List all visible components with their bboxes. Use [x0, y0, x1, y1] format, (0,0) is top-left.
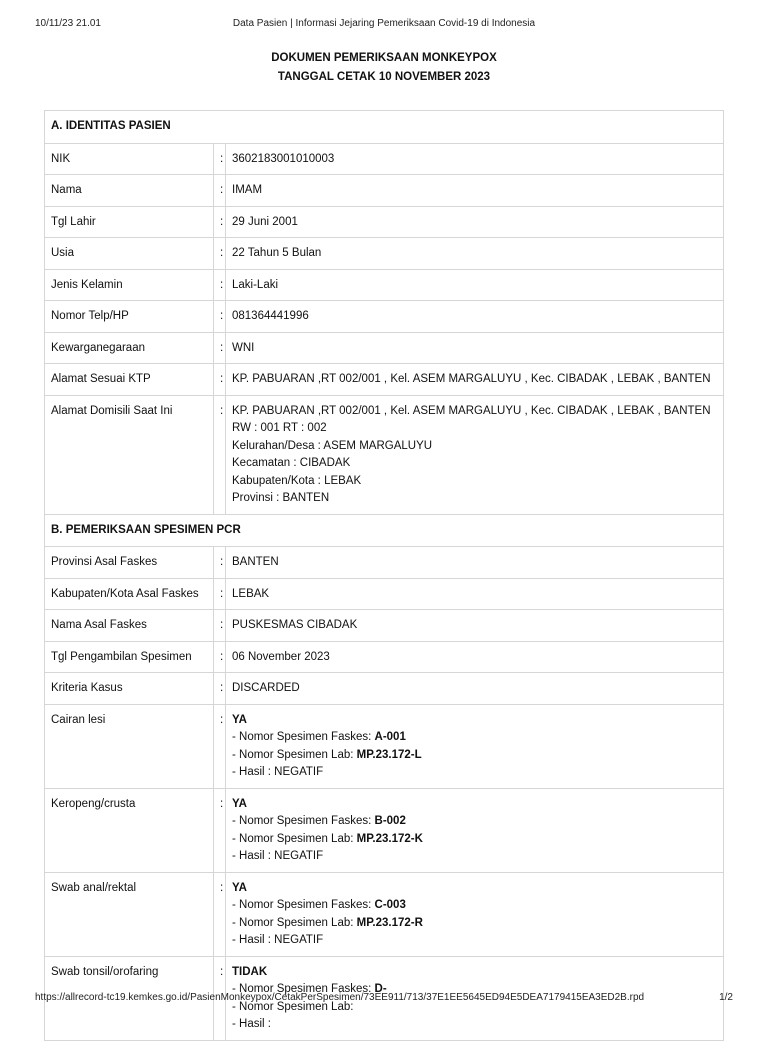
section-b-header: [45, 514, 724, 547]
row-value: WNI: [226, 332, 724, 364]
row-label: Jenis Kelamin: [45, 269, 214, 301]
address-kelurahan: Kelurahan/Desa : ASEM MARGALUYU: [232, 439, 433, 452]
specimen-lab-number: - Nomor Spesimen Lab: MP.23.172-R: [232, 916, 423, 929]
section-a-title: A. IDENTITAS PASIEN: [45, 111, 724, 144]
row-separator: :: [214, 673, 226, 705]
row-value: BANTEN: [226, 547, 724, 579]
specimen-status: YA: [232, 713, 247, 726]
table-row: [45, 578, 724, 610]
table-row-domisili: [45, 395, 724, 514]
specimen-faskes-number: - Nomor Spesimen Faskes: A-001: [232, 731, 406, 743]
address-kecamatan: Kecamatan : CIBADAK: [232, 457, 351, 469]
row-label: Nama Asal Faskes: [45, 610, 214, 642]
print-datetime: 10/11/23 21.01: [35, 18, 101, 29]
row-separator: :: [214, 301, 226, 333]
row-label: Usia: [45, 238, 214, 270]
table-row: [45, 364, 724, 396]
footer-url: https://allrecord-tc19.kemkes.go.id/PasienMonkeypox/CetakPerSpesimen/73EE911/713/37E1EE5645ED94E5DEA7179415EA3ED2B.rpd: [35, 992, 645, 1003]
section-a-header: [45, 111, 724, 144]
address-provinsi: Provinsi : BANTEN: [232, 492, 330, 504]
row-separator: :: [214, 956, 226, 1040]
table-row: [45, 238, 724, 270]
specimen-faskes-number: - Nomor Spesimen Faskes: C-003: [232, 899, 406, 911]
row-label: Alamat Domisili Saat Ini: [45, 395, 214, 514]
specimen-row-cairan-lesi: [45, 704, 724, 788]
patient-data-table: [44, 110, 724, 1041]
table-row: [45, 641, 724, 673]
row-value: 081364441996: [226, 301, 724, 333]
table-row: [45, 610, 724, 642]
specimen-result: - Hasil :: [232, 1018, 271, 1030]
specimen-details: [226, 704, 724, 788]
row-value: LEBAK: [226, 578, 724, 610]
specimen-status: YA: [232, 881, 247, 894]
specimen-row-swab-anal: [45, 872, 724, 956]
row-label: Nama: [45, 175, 214, 207]
table-row: [45, 301, 724, 333]
row-value: 06 November 2023: [226, 641, 724, 673]
section-b-title: B. PEMERIKSAAN SPESIMEN PCR: [45, 514, 724, 547]
specimen-result: - Hasil : NEGATIF: [232, 934, 324, 946]
row-separator: :: [214, 547, 226, 579]
row-label: Tgl Lahir: [45, 206, 214, 238]
table-row: [45, 332, 724, 364]
row-separator: :: [214, 332, 226, 364]
row-label: Cairan lesi: [45, 704, 214, 788]
row-separator: :: [214, 143, 226, 175]
row-separator: :: [214, 395, 226, 514]
address-line: KP. PABUARAN ,RT 002/001 , Kel. ASEM MARGALUYU , Kec. CIBADAK , LEBAK , BANTEN: [232, 404, 711, 417]
row-value: 22 Tahun 5 Bulan: [226, 238, 724, 270]
specimen-details: [226, 872, 724, 956]
row-label: Provinsi Asal Faskes: [45, 547, 214, 579]
row-separator: :: [214, 704, 226, 788]
row-separator: :: [214, 269, 226, 301]
specimen-status: TIDAK: [232, 965, 268, 978]
specimen-lab-number: - Nomor Spesimen Lab: MP.23.172-L: [232, 748, 422, 761]
document-print-date: TANGGAL CETAK 10 NOVEMBER 2023: [277, 71, 491, 83]
row-separator: :: [214, 872, 226, 956]
specimen-status: YA: [232, 797, 247, 810]
row-value: DISCARDED: [226, 673, 724, 705]
row-label: NIK: [45, 143, 214, 175]
row-label: Kewarganegaraan: [45, 332, 214, 364]
row-separator: :: [214, 238, 226, 270]
row-label: Swab tonsil/orofaring: [45, 956, 214, 1040]
document-title: DOKUMEN PEMERIKSAAN MONKEYPOX: [271, 52, 497, 64]
row-value: KP. PABUARAN ,RT 002/001 , Kel. ASEM MARGALUYU , Kec. CIBADAK , LEBAK , BANTEN: [226, 364, 724, 396]
row-label: Kriteria Kasus: [45, 673, 214, 705]
row-value: 29 Juni 2001: [226, 206, 724, 238]
row-value: IMAM: [226, 175, 724, 207]
row-separator: :: [214, 610, 226, 642]
row-separator: :: [214, 788, 226, 872]
row-label: Kabupaten/Kota Asal Faskes: [45, 578, 214, 610]
row-label: Alamat Sesuai KTP: [45, 364, 214, 396]
specimen-details: [226, 788, 724, 872]
table-row: [45, 269, 724, 301]
address-rw-rt: RW : 001 RT : 002: [232, 422, 327, 434]
row-separator: :: [214, 175, 226, 207]
row-separator: :: [214, 206, 226, 238]
row-label: Tgl Pengambilan Spesimen: [45, 641, 214, 673]
specimen-result: - Hasil : NEGATIF: [232, 766, 324, 778]
specimen-faskes-number: - Nomor Spesimen Faskes: B-002: [232, 815, 406, 827]
table-row: [45, 143, 724, 175]
specimen-lab-number: - Nomor Spesimen Lab: MP.23.172-K: [232, 832, 423, 845]
specimen-row-keropeng: [45, 788, 724, 872]
row-label: Swab anal/rektal: [45, 872, 214, 956]
row-value: PUSKESMAS CIBADAK: [226, 610, 724, 642]
row-label: Nomor Telp/HP: [45, 301, 214, 333]
print-page-title: Data Pasien | Informasi Jejaring Pemeriksaan Covid-19 di Indonesia: [232, 18, 536, 29]
row-value: Laki-Laki: [226, 269, 724, 301]
specimen-result: - Hasil : NEGATIF: [232, 850, 324, 862]
domisili-value: [226, 395, 724, 514]
table-row: [45, 175, 724, 207]
row-separator: :: [214, 364, 226, 396]
table-row: [45, 673, 724, 705]
row-separator: :: [214, 578, 226, 610]
table-row: [45, 206, 724, 238]
table-row: [45, 547, 724, 579]
specimen-faskes-number: - Nomor Spesimen Faskes: D-: [232, 983, 387, 995]
address-kabupaten: Kabupaten/Kota : LEBAK: [232, 474, 362, 487]
footer-page-number: 1/2: [719, 992, 733, 1003]
row-label: Keropeng/crusta: [45, 788, 214, 872]
specimen-lab-number: - Nomor Spesimen Lab:: [232, 1000, 354, 1013]
row-value: 3602183001010003: [226, 143, 724, 175]
row-separator: :: [214, 641, 226, 673]
